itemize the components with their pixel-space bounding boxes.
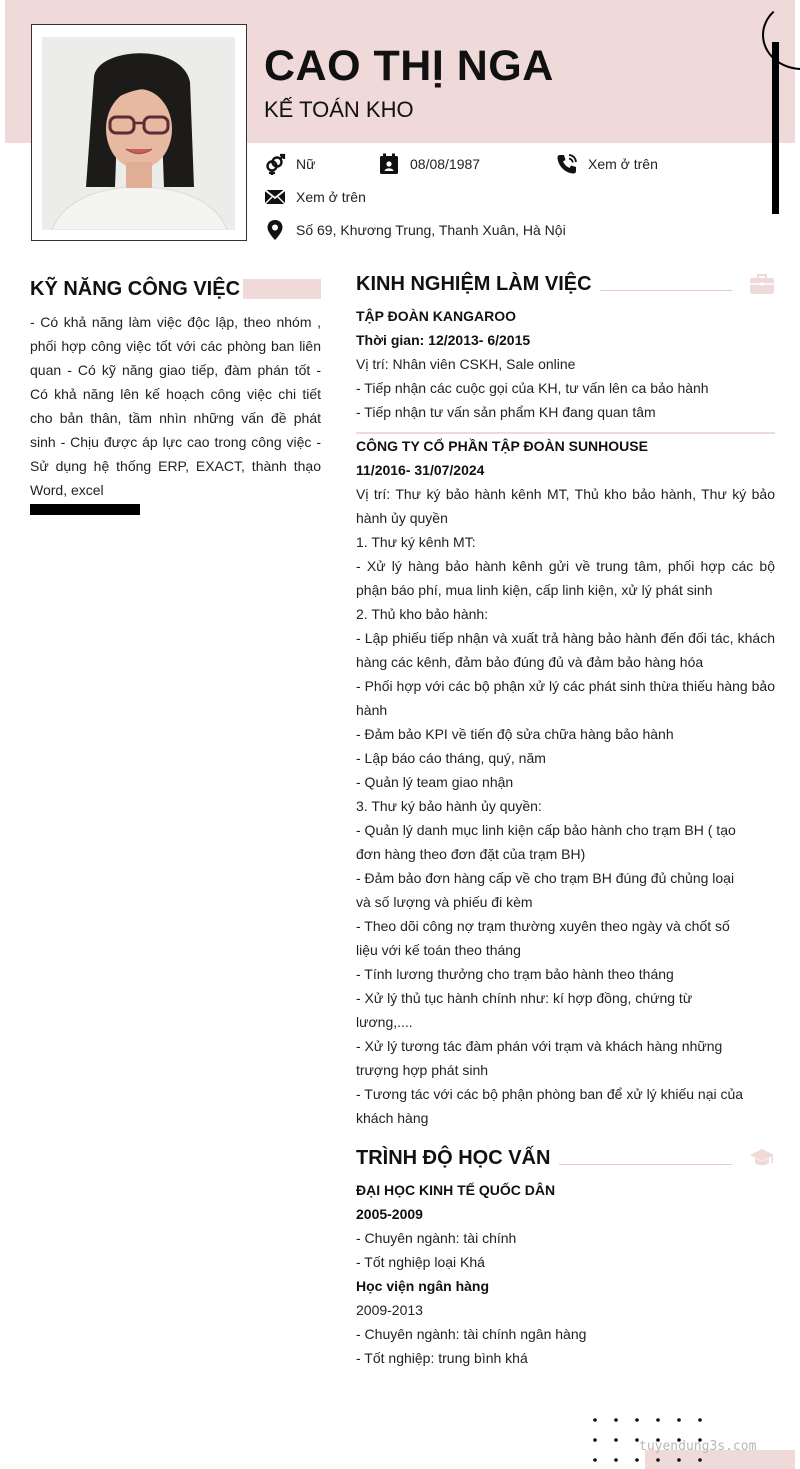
email-value: Xem ở trên	[296, 189, 366, 205]
phone-icon	[556, 153, 578, 175]
info-gender	[264, 153, 315, 175]
job-line: liệu với kế toán theo tháng	[356, 942, 521, 958]
job-line: - Đảm bảo đơn hàng cấp về cho trạm BH đúng đủ chủng loại	[356, 870, 735, 886]
candidate-name: CAO THỊ NGA	[264, 42, 554, 90]
calendar-icon	[378, 153, 400, 175]
job-line: - Tiếp nhận tư vấn sản phẩm KH đang quan tâm	[356, 404, 656, 420]
school-line: - Tốt nghiệp: trung bình khá	[356, 1350, 528, 1366]
job-period: 11/2016- 31/07/2024	[356, 462, 485, 478]
school-line: - Chuyên ngành: tài chính ngân hàng	[356, 1326, 587, 1342]
school-period: 2005-2009	[356, 1206, 423, 1222]
job-line: - Phối hợp với các bộ phận xử lý các phát sinh thừa thiếu hàng bảo hành	[356, 678, 775, 718]
job-line: đơn hàng theo đơn đặt của trạm BH)	[356, 846, 586, 862]
job-line: - Đảm bảo KPI về tiến độ sửa chữa hàng bảo hành	[356, 726, 674, 742]
gender-icon	[264, 153, 286, 175]
school-line: - Chuyên ngành: tài chính	[356, 1230, 517, 1246]
avatar	[42, 37, 235, 230]
job-line: trượng hợp phát sinh	[356, 1062, 489, 1078]
decorative-vertical-bar	[772, 42, 779, 214]
location-icon	[264, 219, 286, 241]
job-line: Vị trí: Nhân viên CSKH, Sale online	[356, 356, 576, 372]
job-company: CÔNG TY CỔ PHẦN TẬP ĐOÀN SUNHOUSE	[356, 438, 648, 454]
job-line: - Tiếp nhận các cuộc gọi của KH, tư vấn lên ca bảo hành	[356, 380, 709, 396]
job-line: - Quản lý team giao nhận	[356, 774, 514, 790]
skills-underline-bar	[30, 504, 140, 515]
email-icon	[264, 186, 286, 208]
phone-value: Xem ở trên	[588, 156, 658, 172]
education-school-1	[356, 1178, 775, 1370]
experience-heading-line	[600, 290, 732, 291]
school-period: 2009-2013	[356, 1302, 423, 1318]
school-line: - Tốt nghiệp loại Khá	[356, 1254, 485, 1270]
job-line: - Lập phiếu tiếp nhận và xuất trả hàng bảo hành đến đối tác, khách hàng các kênh, đảm bảo đúng đủ và đảm bảo hàng hóa	[356, 630, 775, 670]
skills-heading: KỸ NĂNG CÔNG VIỆC	[30, 278, 241, 300]
skills-text: - Có khả năng làm việc độc lập, theo nhóm , phối hợp công việc tốt với các phòng ban liên quan - Có kỹ năng giao tiếp, đàm phán tốt - Có khả năng lên kế hoạch công việc chi tiết cho bản thân, tầm nhìn những vấn đề phát sinh - Chịu được áp lực cao trong công việc - Sử dụng hệ thống ERP, EXACT, thành thạo Word, excel	[30, 314, 321, 498]
school-name: Học viện ngân hàng	[356, 1278, 490, 1294]
watermark: tuyendung3s.com	[639, 1439, 757, 1454]
job-line: - Xử lý thủ tục hành chính như: kí hợp đồng, chứng từ	[356, 990, 693, 1006]
briefcase-icon	[749, 273, 775, 295]
school-name: ĐẠI HỌC KINH TẾ QUỐC DÂN	[356, 1182, 556, 1198]
job-line: Vị trí: Thư ký bảo hành kênh MT, Thủ kho bảo hành, Thư ký bảo hành ủy quyền	[356, 486, 775, 526]
job-line: 1. Thư ký kênh MT:	[356, 534, 476, 550]
job-period: Thời gian: 12/2013- 6/2015	[356, 332, 531, 348]
job-line: và số lượng và phiếu đi kèm	[356, 894, 533, 910]
experience-job-2	[356, 434, 775, 1130]
job-line: - Quản lý danh mục linh kiện cấp bảo hành cho trạm BH ( tạo	[356, 822, 736, 838]
experience-job-1	[356, 304, 775, 424]
info-phone	[556, 153, 658, 175]
graduation-cap-icon	[749, 1147, 775, 1169]
job-company: TẬP ĐOÀN KANGAROO	[356, 308, 516, 324]
gender-value: Nữ	[296, 156, 316, 172]
info-address	[264, 219, 566, 241]
job-line: - Tương tác với các bộ phận phòng ban để xử lý khiếu nại của khách hàng	[356, 1086, 744, 1126]
info-email	[264, 186, 366, 208]
birthday-value: 08/08/1987	[410, 156, 481, 172]
job-line: - Xử lý tương tác đàm phán với trạm và khách hàng những	[356, 1038, 723, 1054]
job-title: KẾ TOÁN KHO	[264, 97, 414, 122]
job-line: lương,....	[356, 1014, 413, 1030]
job-line: 2. Thủ kho bảo hành:	[356, 606, 489, 622]
education-heading-line	[559, 1164, 732, 1165]
skills-heading-accent	[243, 279, 321, 299]
job-line: - Tính lương thưởng cho trạm bảo hành theo tháng	[356, 966, 674, 982]
info-birthday	[378, 153, 480, 175]
job-line: - Xử lý hàng bảo hành kênh gửi về trung tâm, phối hợp các bộ phận báo phí, mua linh kiện, cấp linh kiện, xử lý phát sinh	[356, 558, 775, 598]
education-heading: TRÌNH ĐỘ HỌC VẤN	[356, 1147, 551, 1169]
job-line: - Theo dõi công nợ trạm thường xuyên theo ngày và chốt số	[356, 918, 730, 934]
experience-heading: KINH NGHIỆM LÀM VIỆC	[356, 273, 592, 295]
job-line: 3. Thư ký bảo hành ủy quyền:	[356, 798, 542, 814]
job-line: - Lập báo cáo tháng, quý, năm	[356, 750, 546, 766]
address-value: Số 69, Khương Trung, Thanh Xuân, Hà Nội	[296, 222, 566, 238]
